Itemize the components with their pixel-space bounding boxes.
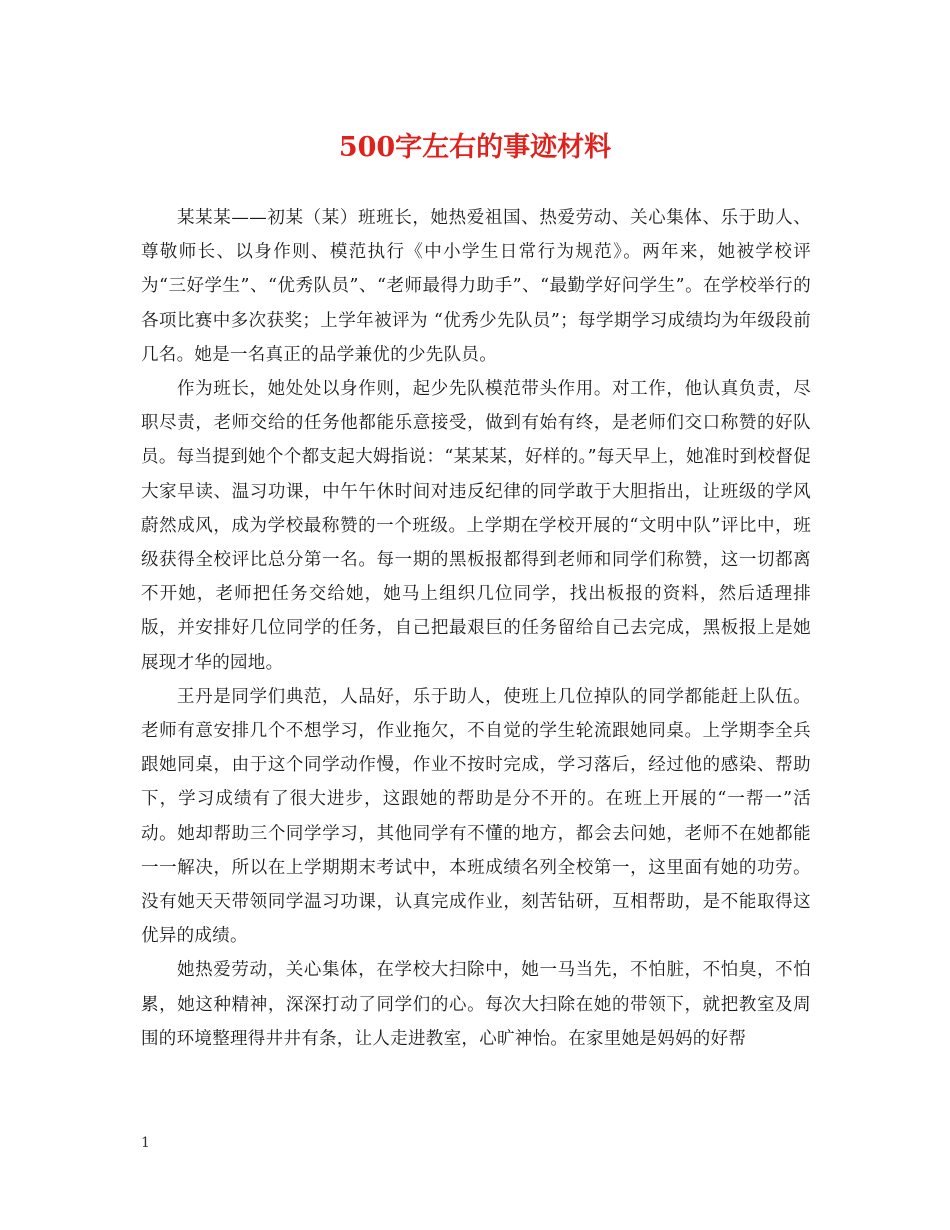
paragraph-3: 王丹是同学们典范，人品好，乐于助人，使班上几位掉队的同学都能赶上队伍。老师有意安排几个不想学习，作业拖欠，不自觉的学生轮流跟她同桌。上学期李全兵跟她同桌，由于这个同学动作慢，作业不按时完成，学习落后，经过他的感染、帮助下，学习成绩有了很大进步，这跟她的帮助是分不开的。在班上开展的“一帮一”活动。她却帮助三个同学学习，其他同学有不懂的地方，都会去问她，老师不在她都能一一解决，所以在上学期期末考试中，本班成绩名列全校第一，这里面有她的功劳。没有她天天带领同学温习功课，认真完成作业，刻苦钻研，互相帮助，是不能取得这优异的成绩。	[141, 686, 811, 947]
paragraph-4: 她热爱劳动，关心集体，在学校大扫除中，她一马当先，不怕脏，不怕臭，不怕累，她这种精神，深深打动了同学们的心。每次大扫除在她的带领下，就把教室及周围的环境整理得井井有条，让人走进教室，心旷神怡。在家里她是妈妈的好帮	[141, 960, 811, 1049]
paragraph-2: 作为班长，她处处以身作则，起少先队模范带头作用。对工作，他认真负责，尽职尽责，老师交给的任务他都能乐意接受，做到有始有终，是老师们交口称赞的好队员。每当提到她个个都支起大姆指说：“某某某，好样的。”每天早上，她准时到校督促大家早读、温习功课，中午午休时间对违反纪律的同学敢于大胆指出，让班级的学风蔚然成风，成为学校最称赞的一个班级。上学期在学校开展的“文明中队”评比中，班级获得全校评比总分第一名。每一期的黑板报都得到老师和同学们称赞，这一切都离不开她，老师把任务交给她，她马上组织几位同学，找出板报的资料，然后适理排版，并安排好几位同学的任务，自己把最艰巨的任务留给自己去完成，黑板报上是她展现才华的园地。	[141, 379, 811, 673]
document-title: 500字左右的事迹材料	[338, 132, 612, 163]
page-number: 1	[141, 1135, 150, 1151]
document-body	[141, 201, 811, 1056]
paragraph-1: 某某某——初某（某）班班长，她热爱祖国、热爱劳动、关心集体、乐于助人、尊敬师长、以身作则、模范执行《中小学生日常行为规范》。两年来，她被学校评为“三好学生”、“优秀队员”、“老师最得力助手”、“最勤学好问学生”。在学校举行的各项比赛中多次获奖；上学年被评为 “优秀少先队员”；每学期学习成绩均为年级段前几名。她是一名真正的品学兼优的少先队员。	[141, 208, 811, 365]
